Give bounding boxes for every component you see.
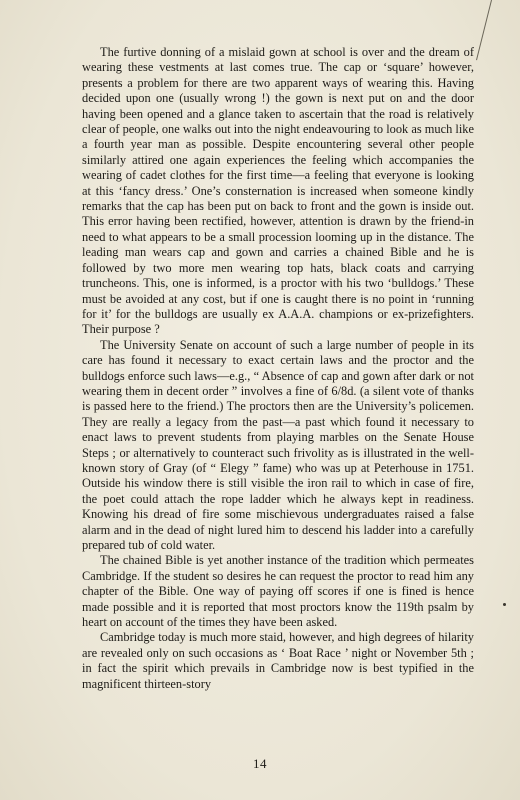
page-fold-line [476,0,492,60]
body-text [82,45,474,692]
page-number: 14 [253,756,267,771]
ink-speck [503,603,506,606]
paragraph-1: The furtive donning of a mislaid gown at school is over and the dream of wearing these vestments at last comes true. The cap or ‘square’ however, presents a problem for there are two apparent ways of wearing this. Having decided upon one (usually wrong !) the gown is next put on and the door having been opened and a glance taken to ascertain that the road is relatively clear of people, one walks out into the night endeavouring to look as much like a fourth year man as possible. Despite encountering several other people similarly attired one again experiences the feeling which accompanies the wearing of cadet clothes for the first time—a feeling that everyone is looking at this ‘fancy dress.’ One’s consternation is increased when someone kindly remarks that the cap has been put on back to front and the gown is inside out. This error having been rectified, however, attention is drawn by the friend-in need to what appears to be a small procession looming up in the distance. The leading man wears cap and gown and carries a chained Bible and he is followed by two more men wearing top hats, black coats and carrying truncheons. This, one is informed, is a proctor with his two ‘bulldogs.’ These must be avoided at any cost, but if one is caught there is no point in ‘running for it’ for the bulldogs are usually ex A.A.A. champions or ex-prizefighters. Their purpose ? [82,45,474,337]
paragraph-2: The University Senate on account of such a large number of people in its care has found it necessary to exact certain laws and the proctor and the bulldogs enforce such laws—e.g., “ Absence of cap and gown after dark or not wearing them in decent order ” involves a fine of 6/8d. (a silent vote of thanks is passed here to the friend.) The proctors then are the University’s policemen. They are really a legacy from the past—a past which found it necessary to enact laws to prevent students from playing marbles on the Senate House Steps ; or alternatively to counteract such frivolity as is illustrated in the well-known story of Gray (of “ Elegy ” fame) who was up at Peterhouse in 1751. Outside his window there is still visible the iron rail to which in case of fire, the poet could attach the rope ladder which he always kept in readiness. Knowing his dread of fire some mischievous undergraduates raised a false alarm and in the dead of night lured him to descend his ladder into a carefully prepared tub of cold water. [82,337,474,552]
paragraph-3: The chained Bible is yet another instance of the tradition which permeates Cambridge. If the student so desires he can request the proctor to read him any chapter of the Bible. One way of paying off scores if one is fined is hence made possible and it is reported that most proctors know the 119th psalm by heart on account of the times they have been asked. [82,553,474,630]
paragraph-4: Cambridge today is much more staid, however, and high degrees of hilarity are revealed only on such occasions as ‘ Boat Race ’ night or November 5th ; in fact the spirit which prevails in Cambridge now is best typified in the magnificent thirteen-story [82,630,474,691]
